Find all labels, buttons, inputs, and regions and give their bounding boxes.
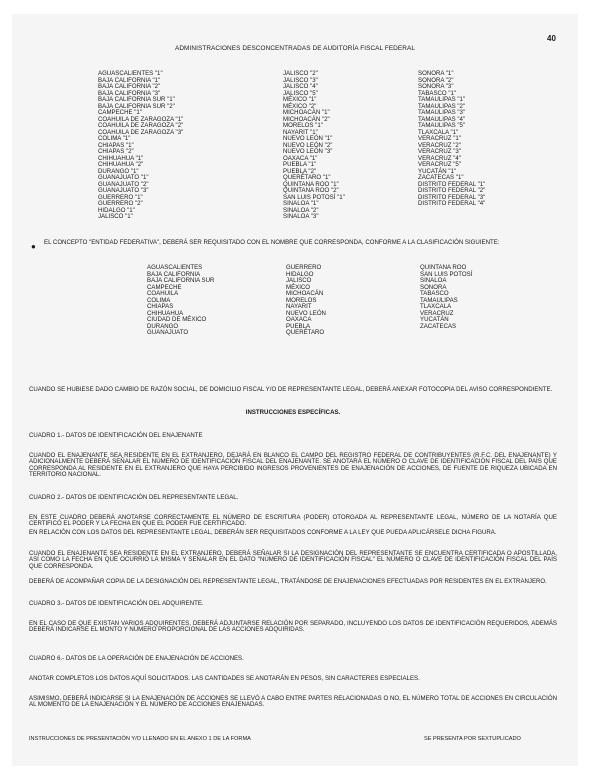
- state-column-2: [286, 265, 326, 337]
- list-item: DISTRITO FEDERAL "4": [418, 200, 486, 207]
- list-item: JALISCO "2": [283, 70, 318, 77]
- page-number: 40: [547, 34, 556, 43]
- list-item: NAYARIT: [286, 303, 312, 310]
- list-item: NUEVO LEÓN: [286, 309, 326, 317]
- paragraph-cambio: CUANDO SE HUBIESE DADO CAMBIO DE RAZÓN SOCIAL, DE DOMICILIO FISCAL Y/O DE REPRESENTANTE LEGAL, DEBERÁ ANEXAR FOTOCOPIA DEL AVISO CORRESPONDIENTE.: [29, 386, 553, 393]
- list-item: AGUASCALIENTES "1": [98, 70, 163, 77]
- list-item: ZACATECAS "1": [418, 174, 464, 181]
- list-item: ZACATECAS: [420, 322, 457, 330]
- list-item: SINALOA "2": [283, 206, 319, 214]
- list-item: NUEVO LEÓN "1": [283, 135, 333, 142]
- list-item: PUEBLA: [286, 322, 311, 330]
- list-item: CHIHUAHUA: [147, 309, 184, 317]
- list-item: JALISCO "5": [283, 89, 318, 97]
- list-item: QUERÉTARO "1": [283, 174, 331, 181]
- list-item: QUINTANA ROO "1": [283, 180, 339, 188]
- admin-column-3: [418, 71, 485, 208]
- list-item: MÉXICO "1": [283, 96, 317, 103]
- list-item: YUCATÁN "1": [418, 167, 457, 175]
- list-item: BAJA CALIFORNIA "3": [98, 89, 161, 97]
- list-item: HIDALGO "1": [98, 206, 135, 214]
- list-item: COAHUILA: [147, 290, 179, 297]
- admin-column-2: [283, 71, 345, 221]
- list-item: COAHUILA DE ZARAGOZA "2": [98, 122, 184, 129]
- list-item: YUCATÁN: [420, 316, 449, 323]
- list-item: QUINTANA ROO: [420, 264, 467, 271]
- list-item: CHIHUAHUA "1": [98, 154, 144, 162]
- list-item: CHIAPAS "1": [98, 141, 134, 149]
- cuadro-3-heading: CUADRO 3.- DATOS DE IDENTIFICACIÓN DEL ADQUIRENTE.: [29, 600, 204, 607]
- list-item: SINALOA: [420, 277, 447, 284]
- list-item: QUINTANA ROO "2": [283, 187, 339, 194]
- list-item: CAMPECHE "1": [98, 109, 142, 116]
- list-item: TABASCO: [420, 290, 449, 297]
- list-item: TAMAULIPAS "3": [418, 109, 466, 116]
- bullet-icon: ●: [31, 242, 36, 251]
- section-header: ADMINISTRACIONES DESCONCENTRADAS DE AUDITORÍA FISCAL FEDERAL: [174, 45, 415, 52]
- footer-left: INSTRUCCIONES DE PRESENTACIÓN Y/O LLENADO EN EL ANEXO 1 DE LA FORMA: [29, 736, 251, 742]
- cuadro-2-text-d: DEBERÁ DE ACOMPAÑAR COPIA DE LA DESIGNACIÓN DEL REPRESENTANTE LEGAL, TRATÁNDOSE DE ENAJENACIONES EFECTUADAS POR RESIDENTES EN EL EXTRANJERO.: [29, 578, 547, 585]
- list-item: JALISCO "1": [98, 213, 133, 220]
- list-item: CHIHUAHUA "2": [98, 161, 144, 168]
- list-item: MICHOACÁN "2": [283, 115, 330, 123]
- list-item: CAMPECHE: [147, 283, 182, 291]
- cuadro-1-heading: CUADRO 1.- DATOS DE IDENTIFICACIÓN DEL ENAJENANTE: [29, 432, 203, 439]
- list-item: BAJA CALIFORNIA SUR "2": [98, 102, 175, 110]
- instructions-title: INSTRUCCIONES ESPECÍFICAS.: [245, 409, 341, 416]
- list-item: TAMAULIPAS "1": [418, 96, 466, 103]
- cuadro-6-text-a: ANOTAR COMPLETOS LOS DATOS AQUÍ SOLICITADOS. LAS CANTIDADES SE ANOTARÁN EN PESOS, SIN CARACTERES ESPECIALES.: [29, 675, 420, 682]
- cuadro-6-heading: CUADRO 6.- DATOS DE LA OPERACIÓN DE ENAJENACIÓN DE ACCIONES.: [29, 655, 244, 662]
- list-item: GUERRERO "2": [98, 200, 143, 207]
- list-item: COLIMA: [147, 296, 171, 304]
- list-item: CHIAPAS: [147, 303, 174, 310]
- list-item: DURANGO: [147, 322, 179, 330]
- state-column-3: [420, 265, 472, 330]
- list-item: COAHUILA DE ZARAGOZA "1": [98, 115, 184, 123]
- list-item: MORELOS: [286, 296, 317, 304]
- list-item: MICHOACÁN "1": [283, 109, 330, 116]
- list-item: OAXACA "1": [283, 154, 318, 162]
- list-item: JALISCO "3": [283, 76, 318, 84]
- list-item: PUEBLA "2": [283, 167, 317, 175]
- list-item: BAJA CALIFORNIA: [147, 270, 201, 278]
- cuadro-2-text-b: EN RELACIÓN CON LOS DATOS DEL REPRESENTANTE LEGAL, DEBERÁN SER REQUISITADOS CONFORME A LA LEY QUE PUEDA APLICÁRSELE DICHA FIGURA.: [29, 529, 497, 536]
- list-item: BAJA CALIFORNIA SUR: [147, 277, 215, 284]
- list-item: MÉXICO: [286, 283, 311, 291]
- entidad-federativa-note: EL CONCEPTO "ENTIDAD FEDERATIVA", DEBERÁ SER REQUISITADO CON EL NOMBRE QUE CORRESPONDA, CONFORME A LA CLASIFICACIÓN SIGUIENTE:: [44, 239, 500, 246]
- list-item: GUANAJUATO "1": [98, 174, 149, 181]
- list-item: HIDALGO: [286, 270, 314, 278]
- list-item: COAHUILA DE ZARAGOZA "3": [98, 128, 184, 136]
- list-item: GUANAJUATO "2": [98, 180, 149, 188]
- list-item: VERACRUZ: [420, 309, 454, 317]
- list-item: VERACRUZ "5": [418, 161, 461, 168]
- list-item: TLAXCALA "1": [418, 128, 459, 136]
- list-item: GUANAJUATO "3": [98, 187, 149, 194]
- cuadro-1-text: CUANDO EL ENAJENANTE SEA RESIDENTE EN EL EXTRANJERO, DEJARÁ EN BLANCO EL CAMPO DEL REGISTRO FEDERAL DE CONTRIBUYENTES (R.F.C. DEL ENAJENANTE) Y ADICIONALMENTE DEBERÁ SEÑALAR EL NÚMERO DE IDENTIFICACIÓN FISCAL DEL ENAJENANTE. SE ANOTARÁ EL NÚMERO O CLAVE DE IDENTIFICACIÓN FISCAL DEL PAÍS QUE CORRESPONDA AL RESIDENTE EN EL EXTRANJERO QUE HAYA PERCIBIDO INGRESOS PROVENIENTES DE ENAJENACIÓN DE ACCIONES, DE FUENTE DE RIQUEZA UBICADA EN TERRITORIO NACIONAL.: [29, 452, 557, 479]
- list-item: TAMAULIPAS "5": [418, 122, 466, 129]
- list-item: BAJA CALIFORNIA "1": [98, 76, 161, 84]
- list-item: MICHOACÁN: [286, 290, 324, 297]
- list-item: TABASCO "1": [418, 89, 457, 97]
- list-item: GUERRERO: [286, 264, 322, 271]
- list-item: SAN LUIS POTOSÍ "1": [283, 193, 345, 201]
- list-item: DISTRITO FEDERAL "1": [418, 180, 486, 188]
- list-item: SAN LUIS POTOSÍ: [420, 270, 473, 278]
- list-item: DISTRITO FEDERAL "2": [418, 187, 486, 194]
- list-item: GUERRERO "1": [98, 193, 143, 201]
- list-item: GUANAJUATO: [147, 329, 189, 336]
- list-item: SONORA "3": [418, 83, 454, 90]
- list-item: VERACRUZ "4": [418, 154, 461, 162]
- cuadro-6-text-b: ASIMISMO, DEBERÁ INDICARSE SI LA ENAJENACIÓN DE ACCIONES SE LLEVÓ A CABO ENTRE PARTES RELACIONADAS O NO, EL NÚMERO TOTAL DE ACCIONES EN CIRCULACIÓN AL MOMENTO DE LA ENAJENACIÓN Y EL NÚMERO DE ACCIONES ENAJENADAS.: [29, 695, 557, 709]
- state-column-1: [147, 265, 214, 337]
- list-item: SINALOA "1": [283, 200, 319, 207]
- list-item: VERACRUZ "2": [418, 141, 461, 149]
- list-item: TAMAULIPAS: [420, 296, 458, 304]
- list-item: SINALOA "3": [283, 213, 319, 220]
- list-item: TAMAULIPAS "2": [418, 102, 466, 110]
- list-item: OAXACA: [286, 316, 312, 323]
- list-item: BAJA CALIFORNIA "2": [98, 83, 161, 90]
- list-item: MORELOS "1": [283, 122, 323, 129]
- list-item: MÉXICO "2": [283, 102, 317, 110]
- list-item: VERACRUZ "1": [418, 135, 461, 142]
- admin-column-1: [98, 71, 183, 221]
- list-item: SONORA "2": [418, 76, 454, 84]
- cuadro-3-text: EN EL CASO DE QUE EXISTAN VARIOS ADQUIRENTES, DEBERÁ ADJUNTARSE RELACIÓN POR SEPARADO, INCLUYENDO LOS DATOS DE IDENTIFICACIÓN REQUERIDOS, ADEMÁS DEBERÁ INDICARSE EL MONTO Y NÚMERO PROPORCIONAL DE LAS ACCIONES ADQUIRIDAS.: [29, 620, 557, 634]
- list-item: PUEBLA "1": [283, 161, 317, 168]
- list-item: QUERÉTARO: [286, 329, 325, 336]
- cuadro-2-heading: CUADRO 2.- DATOS DE IDENTIFICACIÓN DEL REPRESENTANTE LEGAL.: [29, 494, 239, 501]
- list-item: CHIAPAS "2": [98, 148, 134, 155]
- list-item: COLIMA "1": [98, 135, 131, 142]
- footer-right: SE PRESENTA POR SEXTUPLICADO: [424, 736, 521, 742]
- list-item: BAJA CALIFORNIA SUR "1": [98, 96, 175, 103]
- list-item: VERACRUZ "3": [418, 148, 461, 155]
- cuadro-2-text-c: CUANDO EL ENAJENANTE SEA RESIDENTE EN EL EXTRANJERO, DEBERÁ SEÑALAR SI LA DESIGNACIÓN DEL REPRESENTANTE SE ENCUENTRA CERTIFICADA O APOSTILLADA, ASÍ COMO LA FECHA EN QUE OCURRIÓ LA MISMA Y SEÑALAR EN EL DATO "NÚMERO DE IDENTIFICACIÓN FISCAL" EL NÚMERO O CLAVE DE IDENTIFICACIÓN FISCAL DEL PAÍS QUE CORRESPONDA.: [29, 550, 557, 570]
- list-item: TAMAULIPAS "4": [418, 115, 466, 123]
- list-item: SONORA: [420, 283, 447, 291]
- list-item: CIUDAD DE MÉXICO: [147, 316, 207, 323]
- list-item: NUEVO LEÓN "2": [283, 141, 333, 149]
- list-item: DURANGO "1": [98, 167, 139, 175]
- cuadro-2-text-a: EN ESTE CUADRO DEBERÁ ANOTARSE CORRECTAMENTE EL NÚMERO DE ESCRITURA (PODER) OTORGADA AL REPRESENTANTE LEGAL, NÚMERO DE LA NOTARÍA QUE CERTIFICÓ EL PODER Y LA FECHA EN QUE EL PODER FUE CERTIFICADO.: [29, 514, 557, 528]
- list-item: AGUASCALIENTES: [147, 264, 203, 271]
- list-item: JALISCO "4": [283, 83, 318, 90]
- list-item: NUEVO LEÓN "3": [283, 148, 333, 155]
- list-item: DISTRITO FEDERAL "3": [418, 193, 486, 201]
- list-item: SONORA "1": [418, 70, 454, 77]
- list-item: TLAXCALA: [420, 303, 452, 310]
- list-item: JALISCO: [286, 277, 312, 284]
- list-item: NAYARIT "1": [283, 128, 318, 136]
